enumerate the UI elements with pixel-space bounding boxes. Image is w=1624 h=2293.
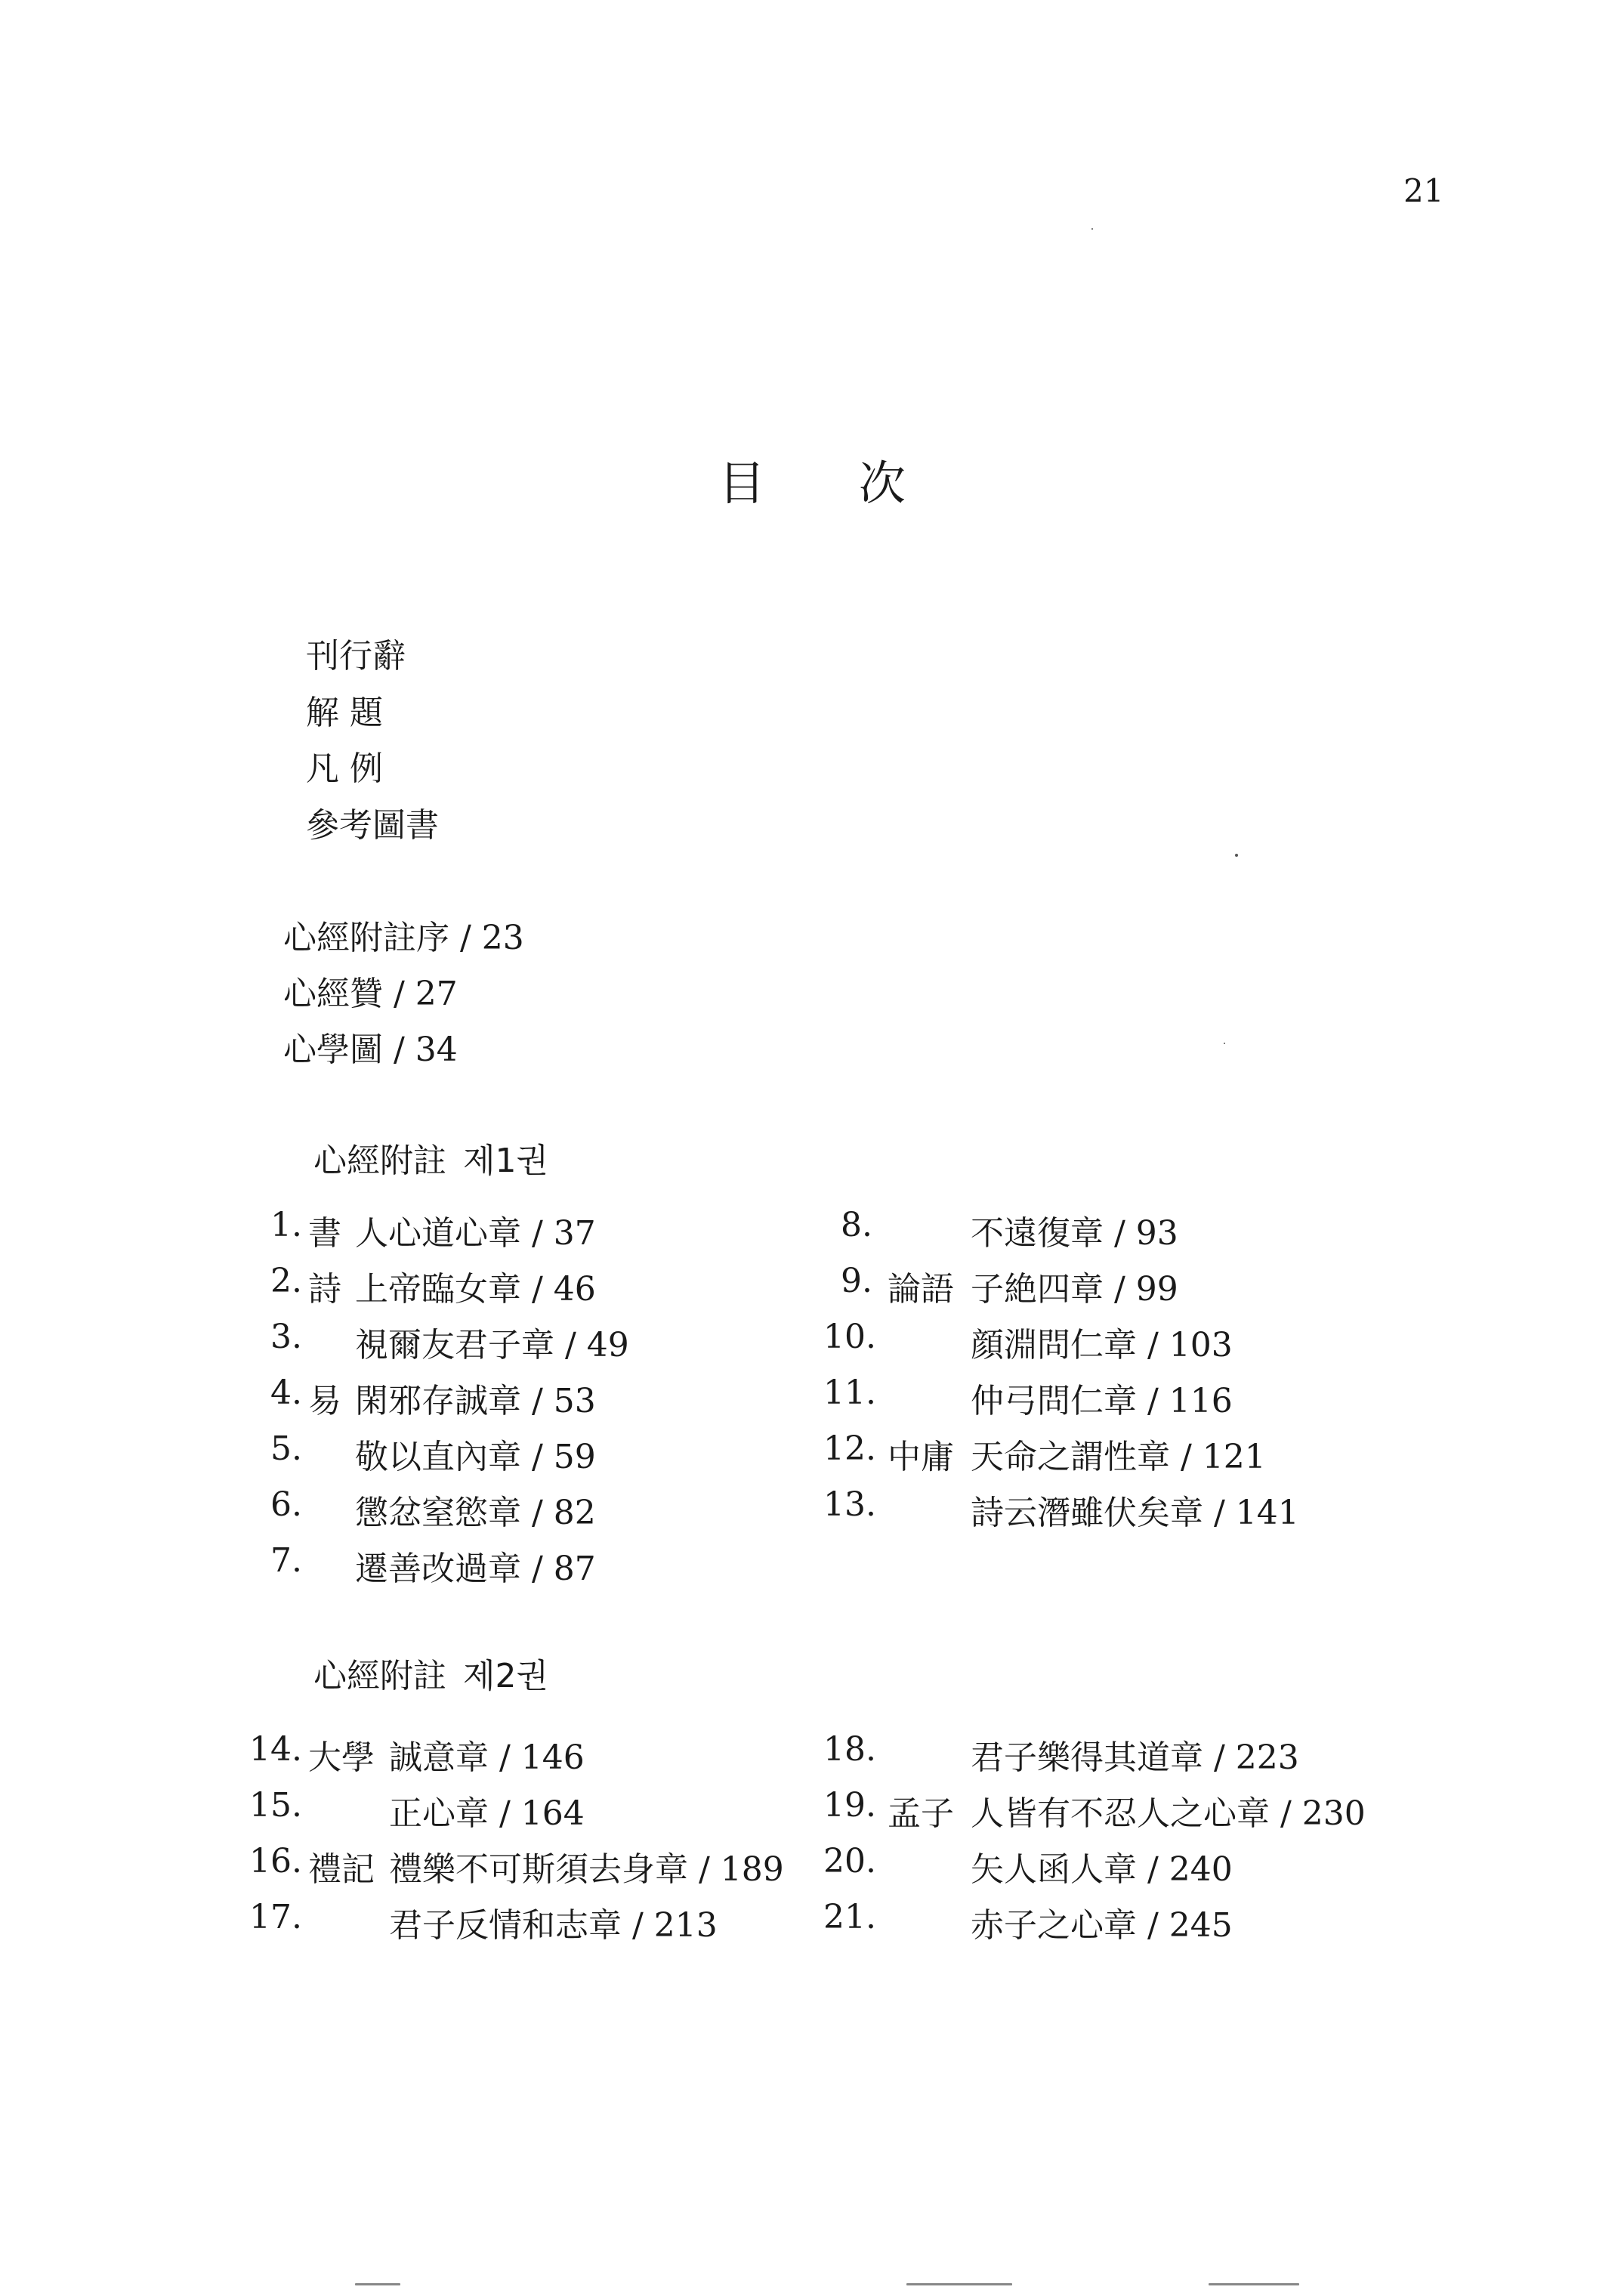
entry-number: 8.: [841, 1206, 872, 1244]
entry-number: 17.: [249, 1898, 302, 1936]
entry-title: 閑邪存誠章 / 53: [355, 1382, 596, 1420]
entry-title: 遷善改過章 / 87: [355, 1550, 596, 1588]
entry-title: 正心章 / 164: [389, 1794, 585, 1833]
entry-number: 18.: [823, 1730, 876, 1769]
entry-book: 禮記: [308, 1850, 375, 1889]
scan-speck: [1091, 228, 1093, 230]
entry-number: 5.: [270, 1429, 302, 1468]
entry-number: 4.: [270, 1374, 302, 1412]
entry-book: 中庸: [888, 1438, 954, 1476]
entry-title: 顔淵問仁章 / 103: [971, 1326, 1233, 1364]
entry-number: 21.: [823, 1898, 876, 1936]
entry-title: 懲忿窒慾章 / 82: [355, 1494, 596, 1532]
entry-number: 15.: [249, 1786, 302, 1825]
entry-title: 禮樂不可斯須去身章 / 189: [389, 1850, 784, 1889]
page-number: 21: [1403, 172, 1444, 209]
scan-speck: [906, 2283, 1012, 2285]
entry-number: 16.: [249, 1842, 302, 1880]
volume-number: 제2권: [463, 1657, 549, 1695]
scan-speck: [1209, 2283, 1299, 2285]
volume-heading-2: [313, 1649, 548, 1697]
volume-heading-1: [313, 1133, 548, 1182]
page-title: 目 次: [718, 456, 945, 511]
front-item-notes: 凡 例: [306, 749, 383, 788]
entry-title: 仲弓問仁章 / 116: [971, 1382, 1233, 1420]
entry-title: 君子反情和志章 / 213: [389, 1906, 718, 1945]
entry-number: 3.: [270, 1318, 302, 1356]
scan-speck: [1224, 1043, 1225, 1044]
entry-title: 視爾友君子章 / 49: [355, 1326, 629, 1364]
entry-number: 1.: [270, 1206, 302, 1244]
toc-entry-diagram: 心學圖 / 34: [283, 1031, 458, 1069]
entry-title: 敬以直內章 / 59: [355, 1438, 596, 1476]
entry-book: 論語: [888, 1270, 954, 1309]
entry-number: 14.: [249, 1730, 302, 1769]
scan-speck: [355, 2283, 400, 2285]
volume-number: 제1권: [463, 1142, 549, 1180]
entry-number: 9.: [841, 1262, 872, 1300]
entry-title: 上帝臨女章 / 46: [355, 1270, 596, 1309]
entry-title: 不遠復章 / 93: [971, 1214, 1178, 1253]
entry-title: 子絶四章 / 99: [971, 1270, 1178, 1309]
front-item-introduction: 解 題: [306, 694, 383, 732]
entry-title: 天命之謂性章 / 121: [971, 1438, 1266, 1476]
entry-number: 13.: [823, 1485, 876, 1524]
entry-number: 2.: [270, 1262, 302, 1300]
entry-title: 誠意章 / 146: [389, 1738, 585, 1777]
entry-number: 12.: [823, 1429, 876, 1468]
entry-number: 19.: [823, 1786, 876, 1825]
entry-title: 人心道心章 / 37: [355, 1214, 596, 1253]
entry-title: 君子樂得其道章 / 223: [971, 1738, 1299, 1777]
toc-entry-praise: 心經贊 / 27: [283, 975, 458, 1013]
entry-title: 詩云潛雖伏矣章 / 141: [971, 1494, 1299, 1532]
entry-title: 矢人函人章 / 240: [971, 1850, 1233, 1889]
entry-number: 6.: [270, 1485, 302, 1524]
entry-number: 11.: [823, 1374, 876, 1412]
front-item-preface: 刊行辭: [306, 637, 406, 675]
entry-number: 10.: [823, 1318, 876, 1356]
entry-book: 書: [308, 1214, 341, 1253]
front-item-references: 參考圖書: [306, 806, 439, 845]
scan-speck: [1235, 854, 1238, 857]
entry-book: 易: [308, 1382, 341, 1420]
entry-book: 孟子: [888, 1794, 954, 1833]
volume-title: 心經附註: [313, 1657, 446, 1695]
entry-number: 20.: [823, 1842, 876, 1880]
toc-entry-preface: 心經附註序 / 23: [283, 919, 524, 957]
volume-title: 心經附註: [313, 1142, 446, 1180]
entry-title: 赤子之心章 / 245: [971, 1906, 1233, 1945]
entry-book: 大學: [308, 1738, 375, 1777]
entry-title: 人皆有不忍人之心章 / 230: [971, 1794, 1366, 1833]
entry-number: 7.: [270, 1541, 302, 1580]
entry-book: 詩: [308, 1270, 341, 1309]
